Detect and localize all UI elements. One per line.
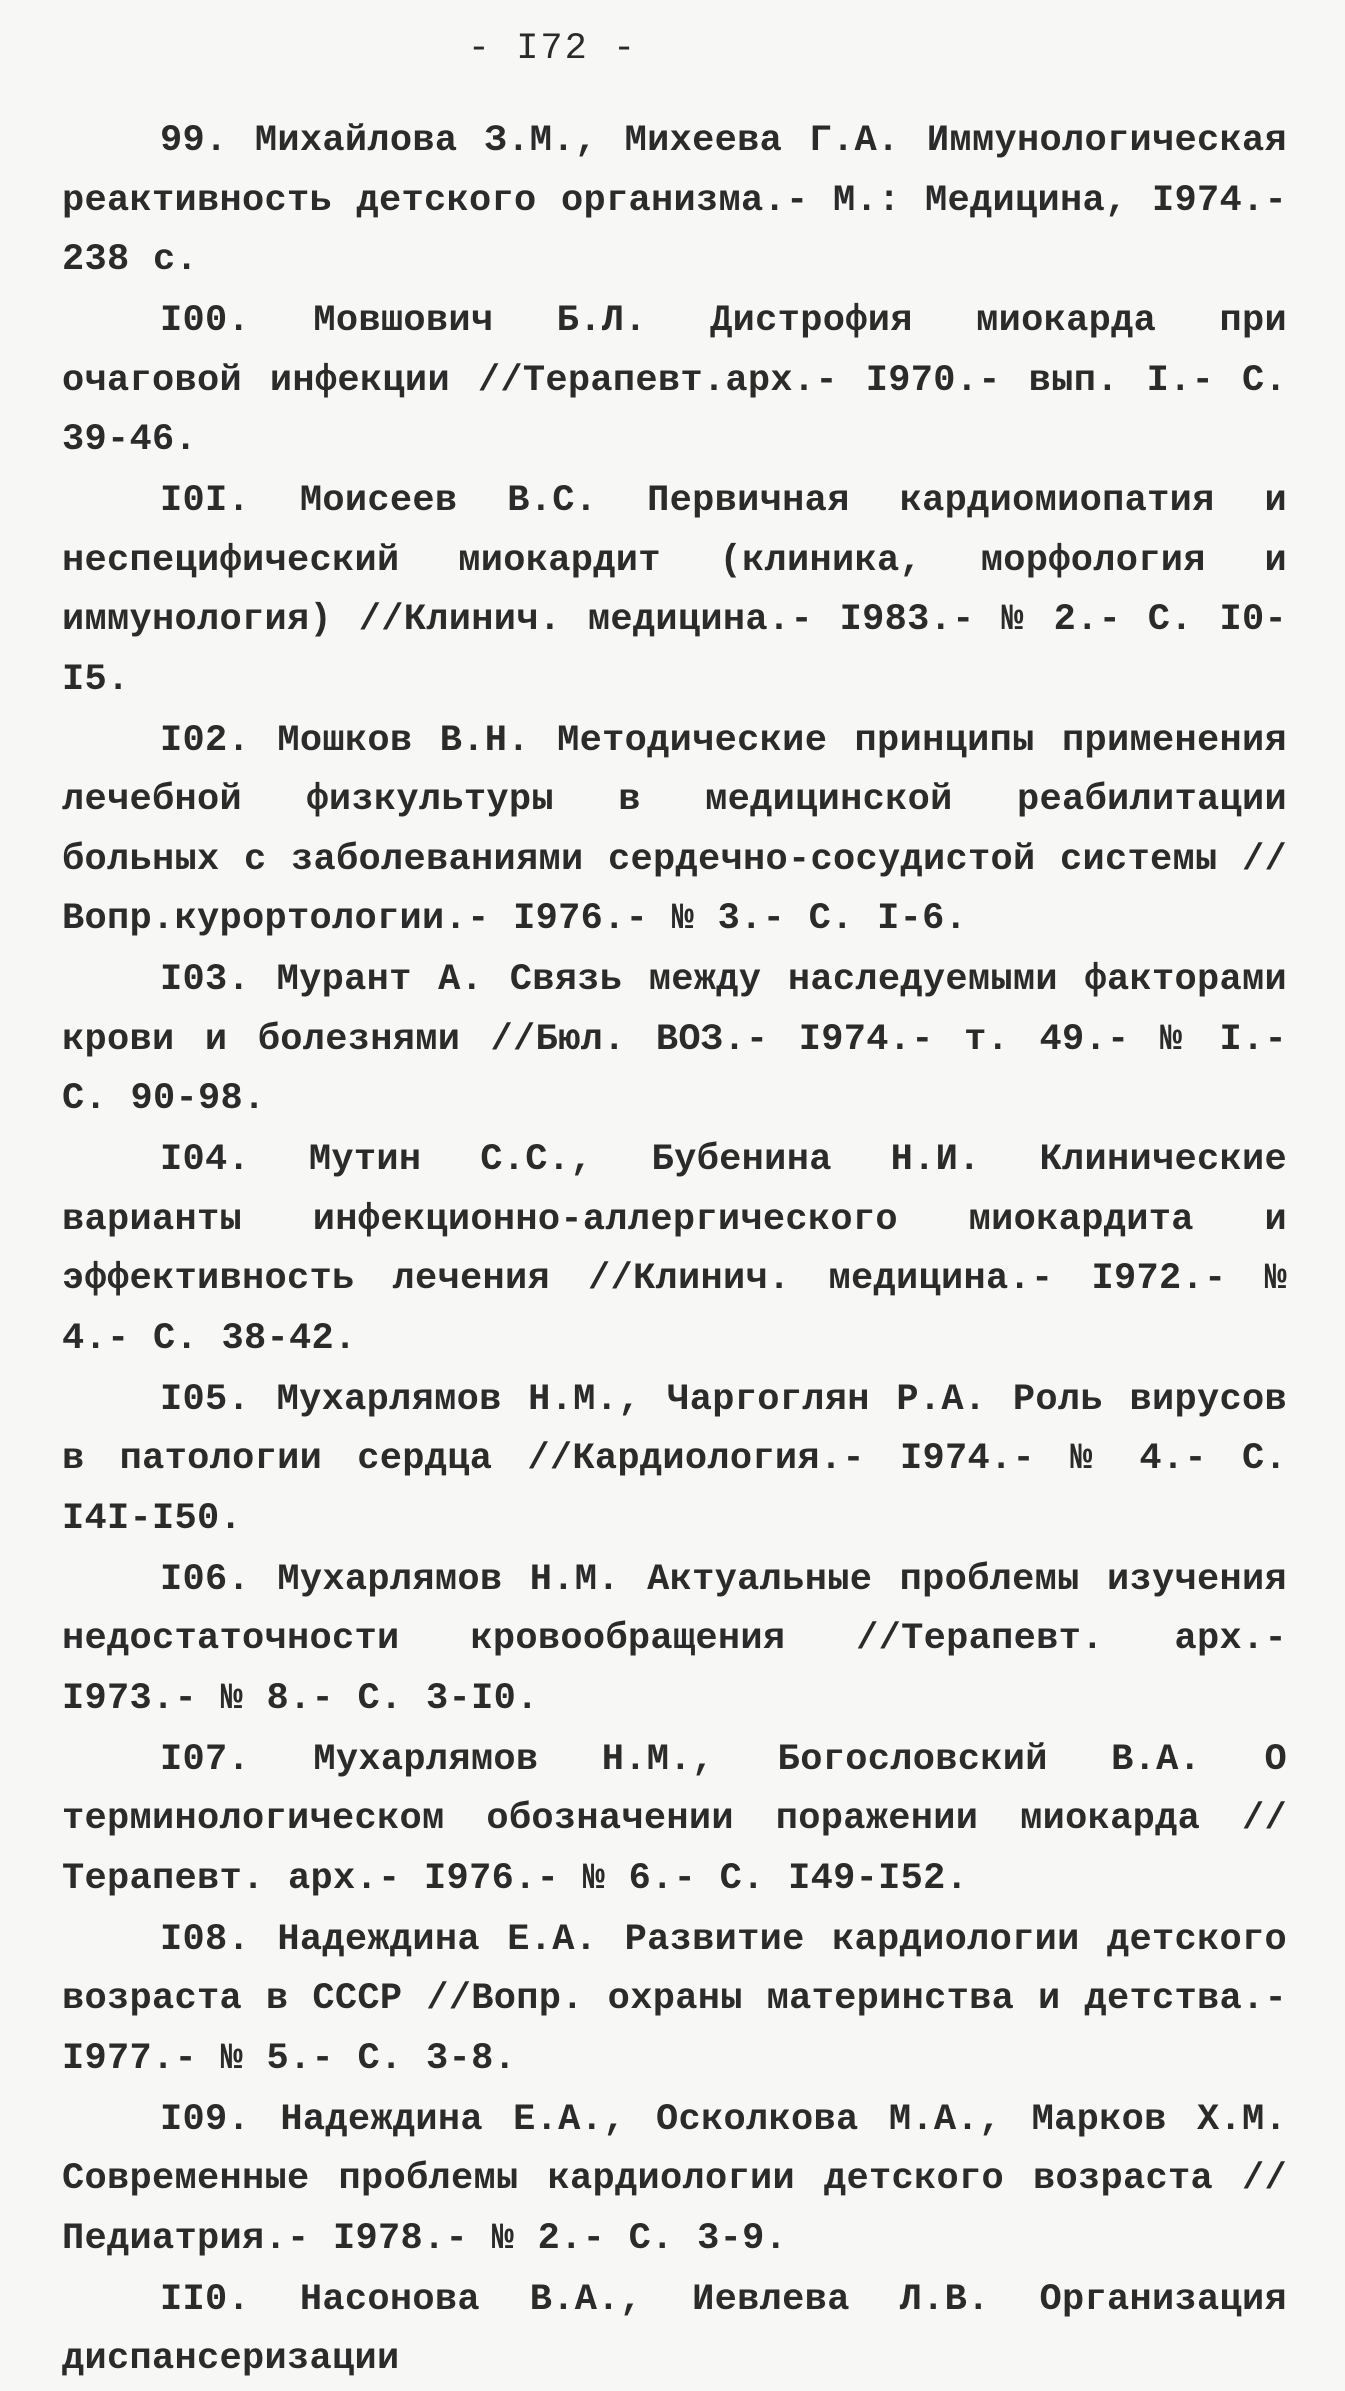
reference-entry: I0I. Моисеев В.С. Первичная кардиомиопатия и неспецифический миокардит (клиника, морфология и иммунология) //Клинич. медицина.- I983.- № 2.- С. I0-I5. <box>62 480 1287 701</box>
reference-entry: 99. Михайлова З.М., Михеева Г.А. Иммунологическая реактивность детского организма.- М.: Медицина, I974.- 238 с. <box>62 120 1287 281</box>
reference-entry: I02. Мошков В.Н. Методические принципы применения лечебной физкультуры в медицинской реабилитации больных с заболеваниями сердечно-сосудистой системы //Вопр.курортологии.- I976.- № 3.- С. I-6. <box>62 719 1287 940</box>
reference-entry: I08. Надеждина Е.А. Развитие кардиологии детского возраста в СССР //Вопр. охраны материнства и детства.- I977.- № 5.- С. 3-8. <box>62 1918 1287 2080</box>
reference-entry: II0. Насонова В.А., Иевлева Л.В. Организация диспансеризации <box>62 2278 1287 2380</box>
reference-entry: I06. Мухарлямов Н.М. Актуальные проблемы изучения недостаточности кровообращения //Терапевт. арх.- I973.- № 8.- С. 3-I0. <box>62 1558 1287 1720</box>
reference-entry: I04. Мутин С.С., Бубенина Н.И. Клинические варианты инфекционно-аллергического миокардита и эффективность лечения //Клинич. медицина.- I972.- № 4.- С. 38-42. <box>62 1139 1287 1360</box>
reference-list <box>62 112 1287 2391</box>
reference-entry: I00. Мовшович Б.Л. Дистрофия миокарда при очаговой инфекции //Терапевт.арх.- I970.- вып. I.- С. 39-46. <box>62 300 1287 461</box>
reference-entry: I03. Мурант А. Связь между наследуемыми факторами крови и болезнями //Бюл. ВОЗ.- I974.- т. 49.- № I.- С. 90-98. <box>62 959 1287 1120</box>
reference-entry: I05. Мухарлямов Н.М., Чаргоглян Р.А. Роль вирусов в патологии сердца //Кардиология.- I974.- № 4.- С. I4I-I50. <box>62 1378 1287 1540</box>
reference-entry: I09. Надеждина Е.А., Осколкова М.А., Марков Х.М. Современные проблемы кардиологии детского возраста //Педиатрия.- I978.- № 2.- С. 3-9. <box>62 2098 1287 2260</box>
page-number: - I72 - <box>467 28 638 70</box>
reference-entry: I07. Мухарлямов Н.М., Богословский В.А. О терминологическом обозначении поражении миокарда //Терапевт. арх.- I976.- № 6.- С. I49-I52. <box>62 1738 1287 1900</box>
